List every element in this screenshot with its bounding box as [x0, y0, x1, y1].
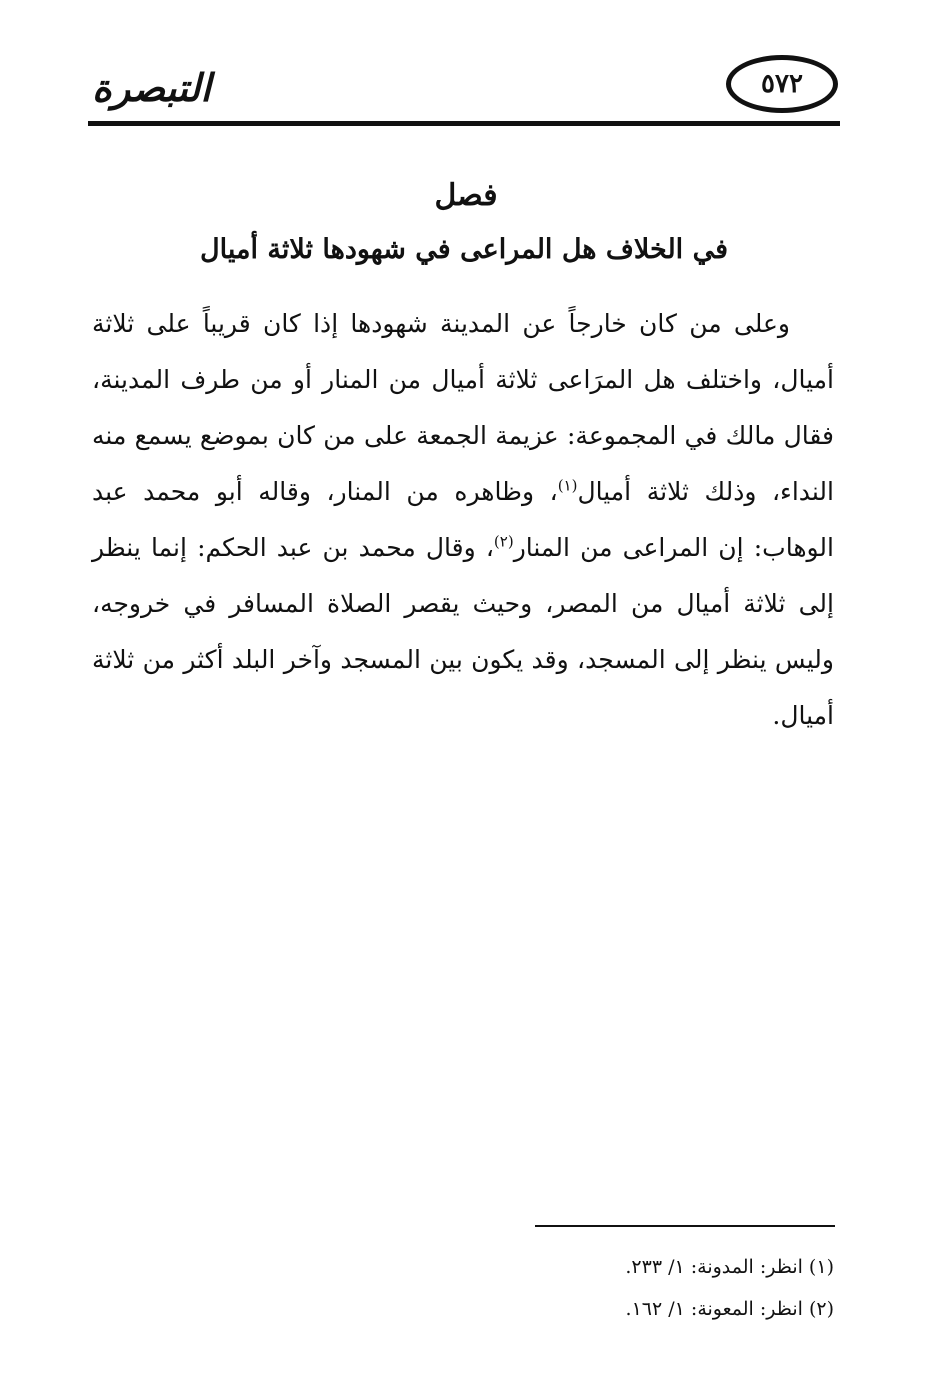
header-divider: [88, 121, 840, 126]
footnote-ref-1[interactable]: (١): [557, 476, 578, 495]
footnote-2: (٢) انظر: المعونة: ١/ ١٦٢.: [625, 1298, 834, 1320]
section-subtitle: في الخلاف هل المراعى في شهودها ثلاثة أميال: [200, 234, 728, 265]
footnotes: [92, 1246, 834, 1330]
body-text-part-1: وعلى من كان خارجاً عن المدينة شهودها إذا كان قريباً على ثلاثة أميال، واختلف هل المرَاعى ثلاثة أميال من المنار أو من طرف المدينة، فقال مالك في المجموعة: عزيمة الجمعة على من كان بموضع يسمع منه النداء، وذلك ثلاثة أميال: [92, 309, 834, 506]
body-text-part-3: ، وقال محمد بن عبد الحكم: إنما ينظر إلى ثلاثة أميال من المصر، وحيث يقصر الصلاة المسافر في خروجه، وليس ينظر إلى المسجد، وقد يكون بين المسجد وآخر البلد أكثر من ثلاثة أميال.: [92, 533, 834, 730]
page-header: [88, 55, 840, 135]
footnote-1: (١) انظر: المدونة: ١/ ٢٣٣.: [625, 1256, 834, 1278]
page-number: ٥٧٢: [726, 55, 838, 113]
footnote-ref-2[interactable]: (٢): [493, 532, 514, 551]
body-text: [92, 296, 834, 744]
body-paragraph: [92, 296, 834, 744]
footnote-divider: [535, 1225, 835, 1227]
section-title: فصل: [434, 178, 498, 213]
body-text-part-2: ، وظاهره من المنار، وقاله أبو محمد عبد الوهاب: إن المراعى من المنار: [92, 477, 834, 562]
book-title-logo: التبصرة: [92, 65, 211, 110]
